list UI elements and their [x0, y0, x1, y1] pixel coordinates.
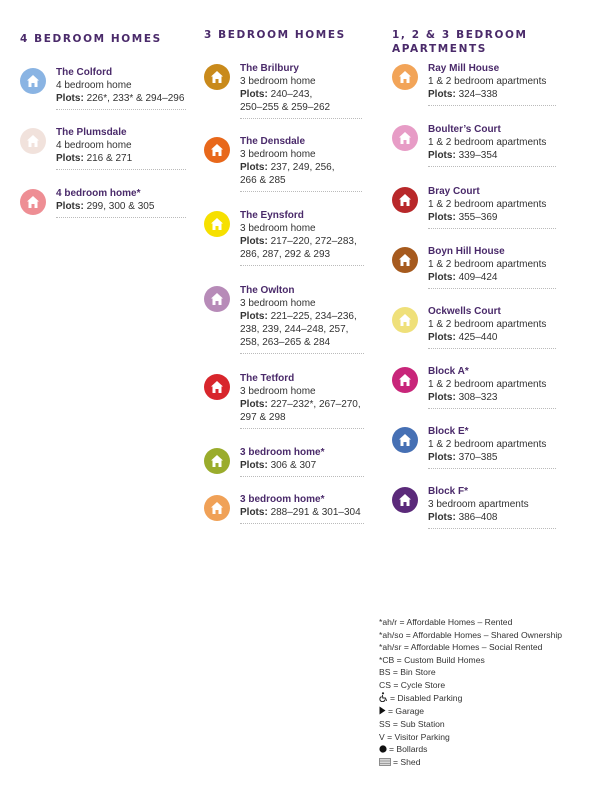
plots: Plots: 355–369: [428, 212, 498, 223]
home-type: 3 bedroom home: [240, 149, 316, 160]
divider: [428, 348, 556, 349]
building-type: 1 & 2 bedroom apartments: [428, 319, 547, 330]
home-type: 3 bedroom home: [240, 76, 316, 87]
home-name: The Plumsdale: [56, 127, 127, 138]
building-type: 3 bedroom apartments: [428, 499, 529, 510]
list-item: [204, 209, 364, 266]
home-name: The Eynsford: [240, 210, 304, 221]
legend-disabled: = Disabled Parking: [379, 692, 562, 706]
divider: [428, 408, 556, 409]
plots: Plots: 425–440: [428, 332, 498, 343]
divider: [428, 288, 556, 289]
home-name: 4 bedroom home*: [56, 188, 141, 199]
legend-cb: *CB = Custom Build Homes: [379, 654, 485, 665]
legend-shed: = Shed: [379, 756, 562, 769]
list-item: [204, 372, 364, 429]
legend-cs: CS = Cycle Store: [379, 679, 446, 690]
home-type: 3 bedroom home: [240, 223, 316, 234]
plots-continued: 297 & 298: [240, 412, 286, 423]
house-icon: [204, 286, 230, 312]
home-name: 3 bedroom home*: [240, 494, 325, 505]
building-name: Block A*: [428, 366, 469, 377]
plots: Plots: 339–354: [428, 150, 498, 161]
building-icon: [392, 427, 418, 453]
section-heading: 4 BEDROOM HOMES: [20, 33, 162, 45]
plots: Plots: 324–338: [428, 89, 498, 100]
plots: Plots: 409–424: [428, 272, 498, 283]
legend-v: V = Visitor Parking: [379, 731, 450, 742]
wheelchair-icon: [379, 692, 388, 706]
section-heading: 3 BEDROOM HOMES: [204, 29, 346, 41]
divider: [428, 528, 556, 529]
list-item: [392, 185, 556, 229]
plots-continued: 250–255 & 259–262: [240, 102, 331, 113]
building-icon: [392, 125, 418, 151]
building-icon: [392, 367, 418, 393]
home-type: 3 bedroom home: [240, 386, 316, 397]
divider: [428, 105, 556, 106]
home-name: The Densdale: [240, 136, 306, 147]
list-item: [204, 446, 364, 477]
divider: [56, 169, 186, 170]
plots: Plots: 217–220, 272–283,: [240, 236, 357, 247]
list-item: [204, 284, 364, 354]
divider: [56, 217, 186, 218]
home-name: The Brilbury: [240, 63, 299, 74]
legend-ahr: *ah/r = Affordable Homes – Rented: [379, 617, 513, 627]
divider: [240, 523, 364, 524]
list-item: [204, 493, 364, 524]
section-heading: 1, 2 & 3 BEDROOM APARTMENTS: [392, 29, 528, 55]
plots: Plots: 370–385: [428, 452, 498, 463]
home-type: 4 bedroom home: [56, 140, 132, 151]
list-item: [392, 62, 556, 106]
plots: Plots: 227–232*, 267–270,: [240, 399, 361, 410]
plots: Plots: 226*, 233* & 294–296: [56, 93, 185, 104]
list-item: [204, 62, 362, 119]
divider: [240, 476, 364, 477]
building-name: Block F*: [428, 486, 469, 497]
home-type: 4 bedroom home: [56, 80, 132, 91]
list-item: [20, 126, 186, 170]
plots: Plots: 221–225, 234–236,: [240, 311, 357, 322]
plots-continued: 266 & 285: [240, 175, 286, 186]
divider: [240, 428, 364, 429]
divider: [428, 228, 556, 229]
home-name: The Tetford: [240, 373, 295, 384]
plots: Plots: 308–323: [428, 392, 498, 403]
building-icon: [392, 307, 418, 333]
building-name: Ray Mill House: [428, 63, 500, 74]
house-icon: [204, 137, 230, 163]
plots: Plots: 306 & 307: [240, 460, 317, 471]
building-icon: [392, 64, 418, 90]
building-name: Boulter’s Court: [428, 124, 501, 135]
plots-continued: 258, 263–265 & 284: [240, 337, 331, 348]
list-item: [392, 305, 556, 349]
building-type: 1 & 2 bedroom apartments: [428, 439, 547, 450]
list-item: [392, 485, 556, 529]
list-item: [392, 425, 556, 469]
building-type: 1 & 2 bedroom apartments: [428, 76, 547, 87]
legend-ahso: *ah/so = Affordable Homes – Shared Ownership: [379, 629, 563, 640]
building-name: Bray Court: [428, 186, 480, 197]
divider: [240, 353, 364, 354]
building-type: 1 & 2 bedroom apartments: [428, 259, 547, 270]
list-item: [204, 135, 362, 192]
plots-continued: 238, 239, 244–248, 257,: [240, 324, 349, 335]
divider: [240, 118, 362, 119]
house-icon: [20, 128, 46, 154]
house-icon: [20, 68, 46, 94]
list-item: [392, 365, 556, 409]
list-item: [20, 187, 186, 218]
legend: [379, 616, 562, 769]
building-name: Boyn Hill House: [428, 246, 505, 257]
divider: [428, 468, 556, 469]
home-type: 3 bedroom home: [240, 298, 316, 309]
garage-icon: [379, 706, 386, 719]
plots: Plots: 288–291 & 301–304: [240, 507, 361, 518]
building-name: Block E*: [428, 426, 469, 437]
building-type: 1 & 2 bedroom apartments: [428, 199, 547, 210]
plots: Plots: 299, 300 & 305: [56, 201, 155, 212]
house-icon: [204, 211, 230, 237]
legend-bs: BS = Bin Store: [379, 667, 436, 678]
house-icon: [20, 189, 46, 215]
house-icon: [204, 374, 230, 400]
legend-bollards: = Bollards: [379, 743, 562, 756]
legend-ahsr: *ah/sr = Affordable Homes – Social Rented: [379, 642, 543, 653]
house-icon: [204, 64, 230, 90]
bollard-icon: [379, 744, 387, 757]
building-icon: [392, 247, 418, 273]
plots: Plots: 386–408: [428, 512, 498, 523]
home-name: 3 bedroom home*: [240, 447, 325, 458]
house-icon: [204, 495, 230, 521]
plots: Plots: 216 & 271: [56, 153, 133, 164]
house-icon: [204, 448, 230, 474]
shed-icon: [379, 757, 391, 770]
divider: [240, 191, 362, 192]
plots: Plots: 237, 249, 256,: [240, 162, 335, 173]
plots: Plots: 240–243,: [240, 89, 313, 100]
building-icon: [392, 187, 418, 213]
list-item: [392, 123, 556, 167]
divider: [56, 109, 186, 110]
list-item: [392, 245, 556, 289]
plots-continued: 286, 287, 292 & 293: [240, 249, 331, 260]
divider: [428, 166, 556, 167]
home-name: The Colford: [56, 67, 113, 78]
legend-garage: = Garage: [379, 705, 562, 718]
building-type: 1 & 2 bedroom apartments: [428, 379, 547, 390]
legend-ss: SS = Sub Station: [379, 719, 445, 730]
building-icon: [392, 487, 418, 513]
home-name: The Owlton: [240, 285, 295, 296]
divider: [240, 265, 364, 266]
building-type: 1 & 2 bedroom apartments: [428, 137, 547, 148]
building-name: Ockwells Court: [428, 306, 501, 317]
list-item: [20, 66, 186, 110]
